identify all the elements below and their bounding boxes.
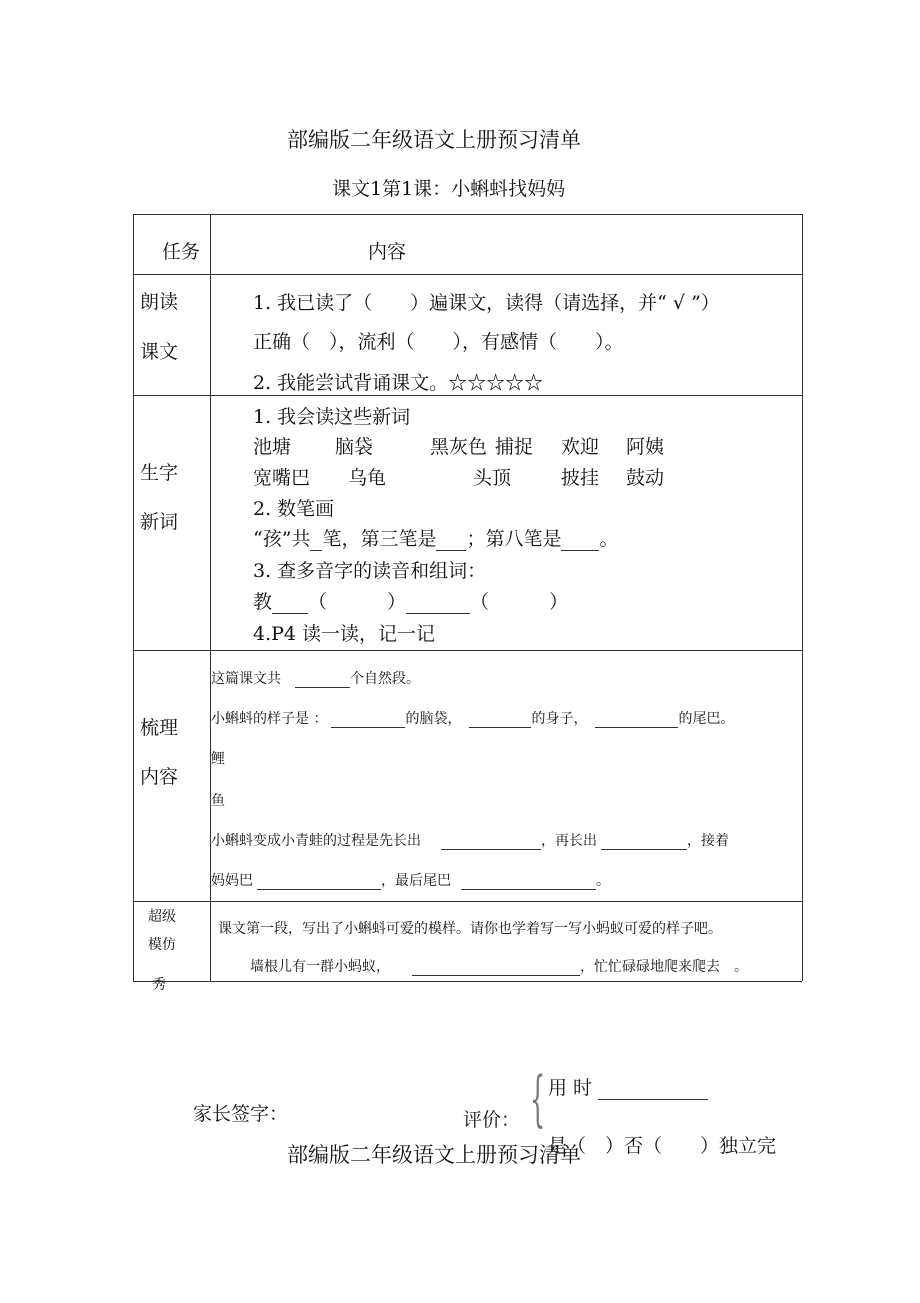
- vocab-word: 阿姨: [626, 436, 665, 458]
- brace-icon: {: [530, 1064, 546, 1134]
- vocab-word: 鼓动: [626, 467, 665, 489]
- page-title: 部编版二年级语文上册预习清单: [287, 128, 581, 152]
- section-heading: 2. 数笔画: [253, 498, 335, 520]
- parent-signature-label: 家长签字：: [193, 1103, 289, 1125]
- vocab-word: 头顶: [473, 467, 512, 489]
- vocab-word: 捕捉: [495, 436, 534, 458]
- task-label: 秀: [152, 977, 166, 993]
- vocab-word: 乌龟: [348, 467, 387, 489]
- paragraph-count-line: 这篇课文共 个自然段。: [211, 671, 420, 687]
- recite-rating-line: 2. 我能尝试背诵课文。☆☆☆☆☆: [253, 372, 544, 394]
- lesson-subtitle: 课文1第1课：小蝌蚪找妈妈: [332, 178, 566, 200]
- repeated-title: 部编版二年级语文上册预习清单: [287, 1143, 581, 1167]
- text-fragment: 鲤: [211, 751, 225, 767]
- task-label: 梳理: [140, 717, 179, 739]
- growth-process-line-2: 妈妈巴 ，最后尾巴 。: [211, 873, 610, 889]
- independent-completion-line: 是（ ）否（ ）独立完: [548, 1135, 777, 1157]
- section-heading: 3. 查多音字的读音和组词：: [253, 560, 487, 582]
- stroke-count-line: “孩”共 笔，第三笔是 ；第八笔是 。: [253, 528, 619, 550]
- header-content: 内容: [368, 241, 407, 263]
- evaluation-label: 评价：: [463, 1109, 521, 1131]
- task-label: 新词: [140, 511, 179, 533]
- reading-count-line: 1. 我已读了（ ）遍课文，读得（请选择，并“ √ ”）: [253, 292, 720, 314]
- vocab-word: 宽嘴巴: [253, 467, 311, 489]
- tadpole-look-line: 小蝌蚪的样子是 ： 的脑袋， 的身子， 的尾巴。: [211, 711, 735, 727]
- task-label: 生字: [140, 462, 179, 484]
- task-label: 朗读: [140, 291, 179, 313]
- imitation-sentence: 墙根儿有一群小蚂蚁， ，忙忙碌碌地爬来爬去 。: [250, 959, 748, 975]
- vocab-word: 披挂: [561, 467, 600, 489]
- growth-process-line: 小蝌蚪变成小青蛙的过程是先长出 ，再长出 ，接着: [211, 833, 729, 849]
- time-used-line: 用 时: [548, 1073, 708, 1100]
- polyphone-line: 教 （ ） （ ）: [253, 591, 569, 613]
- text-fragment: 鱼: [211, 793, 225, 809]
- task-label: 课文: [140, 341, 179, 363]
- vocab-word: 脑袋: [335, 436, 374, 458]
- section-heading: 1. 我会读这些新词: [253, 406, 411, 428]
- reading-quality-line: 正确（ ），流利（ ），有感情（ ）。: [253, 331, 624, 353]
- task-label: 内容: [140, 766, 179, 788]
- header-task: 任务: [162, 241, 201, 263]
- imitation-prompt: 课文第一段，写出了小蝌蚪可爱的模样。请你也学着写一写小蚂蚁可爱的样子吧。: [218, 921, 722, 937]
- task-label: 模仿: [148, 937, 176, 953]
- vocab-word: 欢迎: [561, 436, 600, 458]
- vocab-word: 池塘: [253, 436, 292, 458]
- vocab-word: 黑灰色: [430, 436, 488, 458]
- section-heading: 4.P4 读一读，记一记: [253, 623, 436, 645]
- task-label: 超级: [148, 909, 176, 925]
